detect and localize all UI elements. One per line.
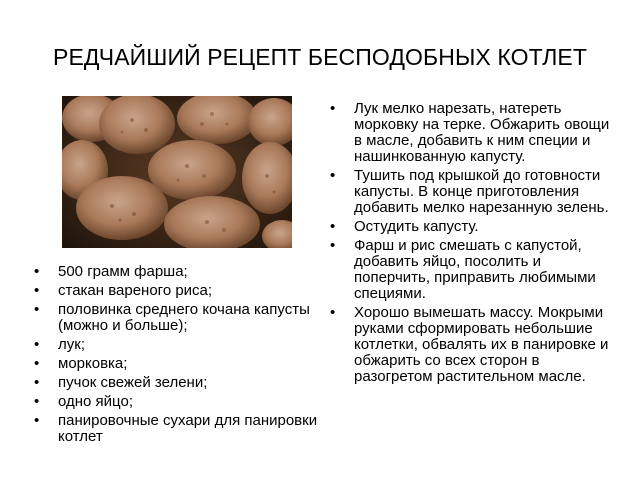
list-item: • 500 грамм фарша; [34,264,324,280]
cutlets-photo [62,96,292,248]
list-item: • половинка среднего кочана капусты (можно и больше); [34,302,324,334]
ingredients-list [34,264,324,448]
list-item: • Фарш и рис смешать с капустой, добавить яйцо, посолить и поперчить, приправить любимыми специями. [330,238,620,302]
cutlets-photo-drawing [62,96,292,248]
list-item: • Тушить под крышкой до готовности капусты. В конце приготовления добавить мелко нарезанную зелень. [330,168,620,216]
list-item: • морковка; [34,356,324,372]
recipe-steps-list [330,101,620,388]
list-item: • Остудить капусту. [330,219,620,235]
list-item: • Хорошо вымешать массу. Мокрыми руками сформировать небольшие котлетки, обвалять их в панировке и обжарить со всех сторон в разогретом растительном масле. [330,305,620,385]
list-item: • пучок свежей зелени; [34,375,324,391]
list-item: • лук; [34,337,324,353]
list-item: • Лук мелко нарезать, натереть морковку на терке. Обжарить овощи в масле, добавить к ним специи и нашинкованную капусту. [330,101,620,165]
list-item: • панировочные сухари для панировки котлет [34,413,324,445]
list-item: • одно яйцо; [34,394,324,410]
slide-title: РЕДЧАЙШИЙ РЕЦЕПТ БЕСПОДОБНЫХ КОТЛЕТ [53,44,587,70]
list-item: • стакан вареного риса; [34,283,324,299]
